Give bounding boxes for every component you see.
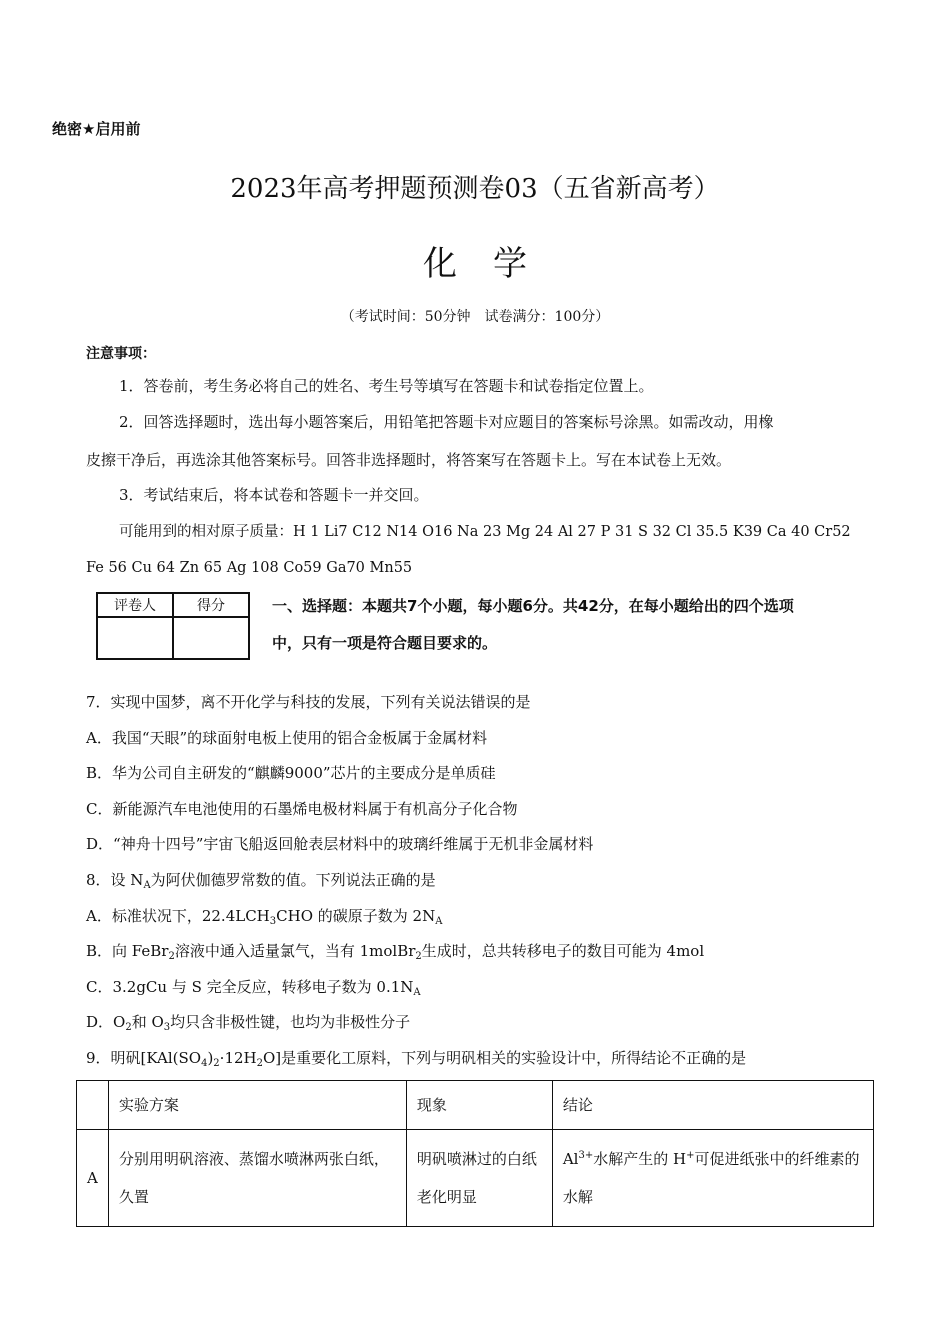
row-a-plan: 分别用明矾溶液、蒸馏水喷淋两张白纸，久置	[108, 1130, 406, 1227]
notice-item-2b: 皮擦干净后，再选涂其他答案标号。回答非选择题时，将答案写在答题卡上。写在本试卷上无效。	[86, 451, 732, 469]
table-row	[77, 1130, 874, 1227]
q7-stem: 7．实现中国梦，离不开化学与科技的发展，下列有关说法错误的是	[86, 693, 531, 711]
q9-table	[76, 1080, 874, 1227]
section-heading-1: 一、选择题：本题共7个小题，每小题6分。共42分，在每小题给出的四个选项	[272, 597, 794, 615]
q7-option-c: C．新能源汽车电池使用的石墨烯电极材料属于有机高分子化合物	[86, 800, 518, 818]
header-phenomenon: 现象	[406, 1081, 552, 1130]
q8-option-a: A．标准状况下，$22.4LCH_3CHO$ 的碳原子数为 $2N_A$	[86, 907, 443, 927]
q7-option-b: B．华为公司自主研发的“麒麟9000”芯片的主要成分是单质硅	[86, 764, 496, 782]
atomic-mass-b: Fe 56 Cu 64 Zn 65 Ag 108 Co59 Ga70 Mn55	[86, 560, 413, 576]
q8-option-d: D．$O_2$和 $O_3$均只含非极性键，也均为非极性分子	[86, 1013, 411, 1033]
q8-option-c: C．3.2gCu 与 S 完全反应，转移电子数为 $0.1N_A$	[86, 978, 421, 998]
q8-option-b: B．向 FeBr$_2$溶液中通入适量氯气，当有 1molBr$_2$生成时，总共转移电子的数目可能为 4mol	[86, 942, 705, 962]
subject-title: 化学	[423, 244, 563, 284]
section-heading-2: 中，只有一项是符合题目要求的。	[272, 634, 498, 652]
row-a-conclusion: $Al^{3+}$水解产生的 H+可促进纸张中的纤维素的水解	[552, 1130, 873, 1227]
score-box	[96, 592, 250, 660]
row-a-phenomenon: 明矾喷淋过的白纸老化明显	[406, 1130, 552, 1227]
reviewer-cell	[97, 617, 173, 659]
notice-item-2a: 2．回答选择题时，选出每小题答案后，用铅笔把答题卡对应题目的答案标号涂黑。如需改动，用橡	[119, 413, 774, 431]
header-plan: 实验方案	[108, 1081, 406, 1130]
time-info: （考试时间：50分钟 试卷满分：100分）	[340, 309, 610, 325]
score-label: 得分	[173, 593, 249, 617]
notice-item-1: 1．答卷前，考生务必将自己的姓名、考生号等填写在答题卡和试卷指定位置上。	[119, 377, 654, 395]
row-a-label: A	[77, 1130, 109, 1227]
q8-stem: 8．设 $N_A$为阿伏伽德罗常数的值。下列说法正确的是	[86, 871, 436, 891]
exam-title: 2023年高考押题预测卷03（五省新高考）	[230, 174, 720, 204]
score-cell	[173, 617, 249, 659]
notice-item-3: 3．考试结束后，将本试卷和答题卡一并交回。	[119, 486, 429, 504]
table-corner-cell	[77, 1081, 109, 1130]
q7-option-a: A．我国“天眼”的球面射电板上使用的铝合金板属于金属材料	[86, 729, 488, 747]
notice-heading: 注意事项：	[86, 346, 156, 362]
secret-label: 绝密★启用前	[52, 120, 141, 138]
atomic-mass-a: 可能用到的相对原子质量：H 1 Li7 C12 N14 O16 Na 23 Mg 24 Al 27 P 31 S 32 Cl 35.5 K39 Ca 40 Cr52	[119, 524, 851, 540]
reviewer-label: 评卷人	[97, 593, 173, 617]
q7-option-d: D．“神舟十四号”宇宙飞船返回舱表层材料中的玻璃纤维属于无机非金属材料	[86, 835, 594, 853]
q9-stem: 9．明矾$[KAl(SO_4)_2\cdot 12H_2O]$是重要化工原料，下列与明矾相关的实验设计中，所得结论不正确的是	[86, 1049, 747, 1069]
header-conclusion: 结论	[552, 1081, 873, 1130]
